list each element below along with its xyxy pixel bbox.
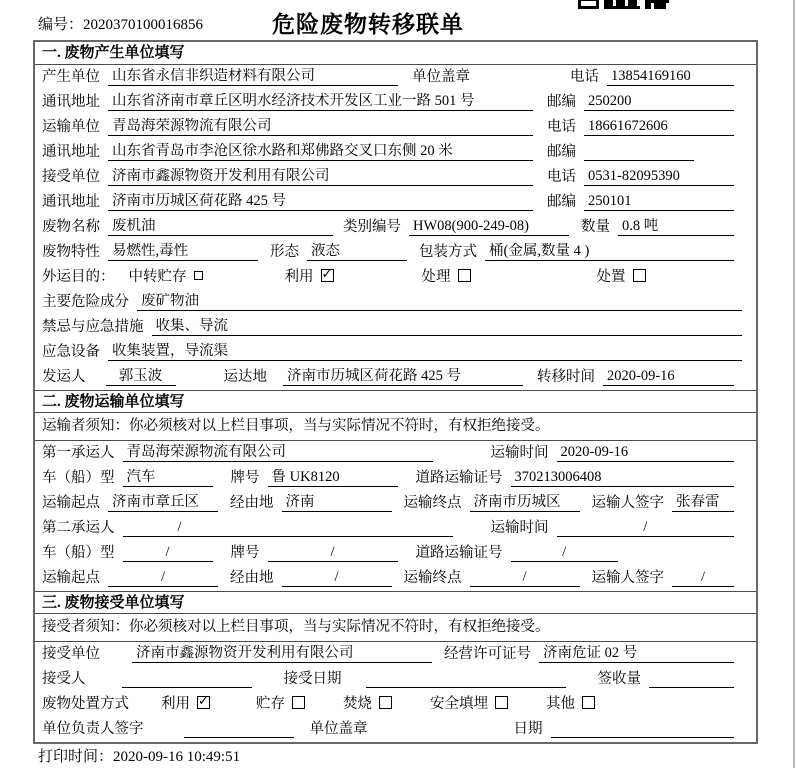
origin1-field: 济南市章丘区 xyxy=(108,494,218,512)
emergency-measures-label: 禁忌与应急措施 xyxy=(42,319,144,335)
disposal-storage-label: 贮存 xyxy=(256,696,285,712)
vehicle-type2-field: / xyxy=(123,544,213,562)
waste-name-field: 废机油 xyxy=(108,218,333,236)
vehicle-type2-label: 车（船）型 xyxy=(42,545,115,561)
via1-label: 经由地 xyxy=(230,495,274,511)
via2-field: / xyxy=(282,569,392,587)
receiver-address-row xyxy=(35,190,756,215)
disposal-use-group xyxy=(161,692,210,713)
date2-label: 日期 xyxy=(513,721,543,737)
road-permit2-label: 道路运输证号 xyxy=(415,545,503,561)
producer-phone-field: 13854169160 xyxy=(607,68,734,86)
disposal-landfill-label: 安全填埋 xyxy=(430,696,488,712)
carrier-sign1-field: 张春雷 xyxy=(672,494,734,512)
shipper-row xyxy=(35,365,756,390)
main-hazard-field: 废矿物油 xyxy=(137,293,742,311)
disposal-other-checkbox xyxy=(582,696,595,709)
transporter-row xyxy=(35,115,756,140)
unit-seal2-label: 单位盖章 xyxy=(309,721,368,737)
plate1-label: 牌号 xyxy=(230,470,260,486)
road-permit1-field: 370213006408 xyxy=(511,469,735,487)
section3-title: 三. 废物接受单位填写 xyxy=(35,591,756,614)
page-right-edge-line xyxy=(793,0,795,768)
disposal-other-group xyxy=(546,692,595,713)
purpose-use-group xyxy=(285,265,334,286)
accept-unit-field: 济南市鑫源物资开发利用有限公司 xyxy=(132,645,432,663)
manifest-form-table xyxy=(33,40,758,744)
unit-seal-label: 单位盖章 xyxy=(412,69,470,85)
waste-form-field: 液态 xyxy=(307,243,407,261)
purpose-treatment-group xyxy=(422,265,471,286)
vehicle-type1-field: 汽车 xyxy=(123,469,213,487)
transport-time1-label: 运输时间 xyxy=(490,445,549,461)
transporter-phone-field: 18661672606 xyxy=(584,118,734,136)
document-number-value: 2020370100016856 xyxy=(83,17,204,33)
carrier-sign2-field: / xyxy=(672,569,734,587)
waste-character-label: 废物特性 xyxy=(42,244,100,260)
purpose-disposal-label: 处置 xyxy=(596,269,626,285)
receiver-zip-label: 邮编 xyxy=(547,194,576,210)
page-title: 危险废物转移联单 xyxy=(272,12,464,37)
business-permit-field: 济南危证 02 号 xyxy=(539,645,734,663)
transfer-purpose-label: 外运目的： xyxy=(42,269,115,285)
head-signature-label: 单位负责人签字 xyxy=(42,721,144,737)
carrier-notice-row xyxy=(35,413,756,441)
document-header xyxy=(0,0,796,40)
transfer-time-field: 2020-09-16 xyxy=(603,368,734,386)
first-carrier-row xyxy=(35,441,756,466)
shipper-label: 发运人 xyxy=(42,369,86,385)
print-time-label: 打印时间： xyxy=(38,749,114,765)
main-hazard-row xyxy=(35,290,756,315)
receiver-address-label: 通讯地址 xyxy=(42,194,100,210)
transfer-time-label: 转移时间 xyxy=(537,369,595,385)
waste-name-row xyxy=(35,215,756,240)
receipt-qty-label: 签收量 xyxy=(597,671,641,687)
road-permit2-field: / xyxy=(511,544,618,562)
producer-row xyxy=(35,65,756,90)
receiver-phone-label: 电话 xyxy=(547,169,576,185)
second-carrier-label: 第二承运人 xyxy=(42,520,115,536)
road-permit1-label: 道路运输证号 xyxy=(415,470,503,486)
receiver-phone-field: 0531-82095390 xyxy=(584,168,734,186)
carrier-sign2-label: 运输人签字 xyxy=(591,570,664,586)
disposal-other-label: 其他 xyxy=(546,696,575,712)
accept-date-label: 接受日期 xyxy=(283,671,342,687)
packaging-label: 包装方式 xyxy=(419,244,477,260)
receiver-label: 接受单位 xyxy=(42,169,100,185)
emergency-measures-row xyxy=(35,315,756,340)
producer-field: 山东省永信非织造材料有限公司 xyxy=(108,68,398,86)
main-hazard-label: 主要危险成分 xyxy=(42,294,129,310)
business-permit-label: 经营许可证号 xyxy=(444,646,531,662)
disposal-method-row xyxy=(35,692,756,717)
vehicle-type1-label: 车（船）型 xyxy=(42,470,115,486)
waste-character-field: 易燃性,毒性 xyxy=(108,243,258,261)
waste-character-row xyxy=(35,240,756,265)
emergency-equipment-label: 应急设备 xyxy=(42,344,100,360)
destination-field: 济南市历城区荷花路 425 号 xyxy=(283,368,523,386)
producer-zip-label: 邮编 xyxy=(547,94,576,110)
transporter-field: 青岛海荣源物流有限公司 xyxy=(108,118,533,136)
vehicle1-row xyxy=(35,466,756,491)
disposal-use-checkbox xyxy=(197,696,210,709)
print-time xyxy=(38,745,240,766)
qr-block-2 xyxy=(604,0,640,9)
transporter-zip-label: 邮编 xyxy=(547,144,576,160)
disposal-use-label: 利用 xyxy=(161,696,190,712)
transporter-label: 运输单位 xyxy=(42,119,100,135)
qr-block-1 xyxy=(578,0,599,9)
receiver-field: 济南市鑫源物资开发利用有限公司 xyxy=(108,168,533,186)
disposal-landfill-group xyxy=(430,692,508,713)
packaging-field: 桶(金属,数量 4 ) xyxy=(485,243,734,261)
producer-zip-field: 250200 xyxy=(584,93,734,111)
route1-row xyxy=(35,491,756,516)
accept-unit-row xyxy=(35,642,756,667)
head-signature-field xyxy=(184,737,294,738)
origin1-label: 运输起点 xyxy=(42,495,100,511)
date2-field xyxy=(551,737,735,738)
purpose-use-label: 利用 xyxy=(284,269,314,285)
second-carrier-field: / xyxy=(123,519,453,537)
purpose-treatment-label: 处理 xyxy=(421,269,451,285)
via2-label: 经由地 xyxy=(230,570,274,586)
route2-row xyxy=(35,566,756,591)
purpose-transfer-storage-label: 中转贮存 xyxy=(128,269,187,285)
vehicle2-row xyxy=(35,541,756,566)
section1-title: 一. 废物产生单位填写 xyxy=(35,42,756,65)
receiver-row xyxy=(35,165,756,190)
transfer-purpose-row xyxy=(35,265,756,290)
producer-address-field: 山东省济南市章丘区明水经济技术开发区工业一路 501 号 xyxy=(108,93,533,111)
emergency-equipment-row xyxy=(35,340,756,365)
waste-qty-field: 0.8 吨 xyxy=(618,218,734,236)
producer-address-label: 通讯地址 xyxy=(42,94,100,110)
shipper-field: 郭玉波 xyxy=(106,368,176,386)
end2-field: / xyxy=(470,569,580,587)
disposal-landfill-checkbox xyxy=(495,696,508,709)
receiver-notice-label: 接受者须知： xyxy=(42,619,129,635)
destination-label: 运达地 xyxy=(223,369,267,385)
disposal-storage-group xyxy=(256,692,305,713)
origin2-field: / xyxy=(108,569,218,587)
plate2-label: 牌号 xyxy=(230,545,260,561)
emergency-measures-field: 收集、导流 xyxy=(152,318,743,336)
producer-label: 产生单位 xyxy=(42,69,100,85)
receiver-notice-row xyxy=(35,614,756,642)
receiver-address-field: 济南市历城区荷花路 425 号 xyxy=(108,193,533,211)
disposal-incineration-group xyxy=(343,692,392,713)
waste-name-label: 废物名称 xyxy=(42,219,100,235)
first-carrier-label: 第一承运人 xyxy=(42,445,115,461)
section2-title: 二. 废物运输单位填写 xyxy=(35,390,756,413)
producer-phone-label: 电话 xyxy=(570,69,599,85)
head-signature-row xyxy=(35,717,756,742)
receiver-notice-text: 你必须核对以上栏目事项，当与实际情况不符时，有权拒绝接受。 xyxy=(129,619,550,635)
transporter-address-field: 山东省青岛市李沧区徐水路和郑佛路交叉口东侧 20 米 xyxy=(108,143,533,161)
waste-code-field: HW08(900-249-08) xyxy=(409,218,569,236)
disposal-incineration-label: 焚烧 xyxy=(343,696,372,712)
producer-address-row xyxy=(35,90,756,115)
end1-label: 运输终点 xyxy=(403,495,462,511)
document-number-label: 编号： xyxy=(38,17,84,33)
accept-unit-label: 接受单位 xyxy=(42,646,100,662)
transporter-phone-label: 电话 xyxy=(547,119,576,135)
disposal-method-label: 废物处置方式 xyxy=(42,696,129,712)
accept-date-field xyxy=(366,687,566,688)
waste-code-label: 类别编号 xyxy=(343,219,401,235)
first-carrier-field: 青岛海荣源物流有限公司 xyxy=(123,444,433,462)
transporter-address-label: 通讯地址 xyxy=(42,144,100,160)
qr-code-icon xyxy=(578,0,670,9)
acceptor-field xyxy=(122,687,252,688)
waste-form-label: 形态 xyxy=(270,244,299,260)
purpose-transfer-storage-checkbox xyxy=(194,271,203,280)
transport-time2-field: / xyxy=(557,519,735,537)
transport-time2-label: 运输时间 xyxy=(490,520,549,536)
transport-time1-field: 2020-09-16 xyxy=(557,444,735,462)
purpose-transfer-storage-group xyxy=(129,265,203,286)
plate2-field: / xyxy=(268,544,398,562)
waste-qty-label: 数量 xyxy=(581,219,610,235)
end2-label: 运输终点 xyxy=(403,570,462,586)
purpose-disposal-checkbox xyxy=(633,269,646,282)
carrier-sign1-label: 运输人签字 xyxy=(591,495,664,511)
disposal-storage-checkbox xyxy=(292,696,305,709)
second-carrier-row xyxy=(35,516,756,541)
transporter-address-row xyxy=(35,140,756,165)
end1-field: 济南市历城区 xyxy=(470,494,580,512)
receiver-zip-field: 250101 xyxy=(584,193,734,211)
acceptor-row xyxy=(35,667,756,692)
emergency-equipment-field: 收集装置，导流渠 xyxy=(108,343,742,361)
plate1-field: 鲁 UK8120 xyxy=(268,469,398,487)
receipt-qty-field xyxy=(649,687,734,688)
purpose-disposal-group xyxy=(597,265,646,286)
origin2-label: 运输起点 xyxy=(42,570,100,586)
print-time-value: 2020-09-16 10:49:51 xyxy=(113,749,241,765)
carrier-notice-text: 你必须核对以上栏目事项，当与实际情况不符时，有权拒绝接受。 xyxy=(129,418,550,434)
acceptor-label: 接受人 xyxy=(42,671,86,687)
purpose-treatment-checkbox xyxy=(458,269,471,282)
transporter-zip-field xyxy=(584,160,694,161)
carrier-notice-label: 运输者须知： xyxy=(42,418,129,434)
disposal-incineration-checkbox xyxy=(379,696,392,709)
via1-field: 济南 xyxy=(282,494,392,512)
purpose-use-checkbox xyxy=(321,269,334,282)
qr-block-3 xyxy=(645,0,669,9)
